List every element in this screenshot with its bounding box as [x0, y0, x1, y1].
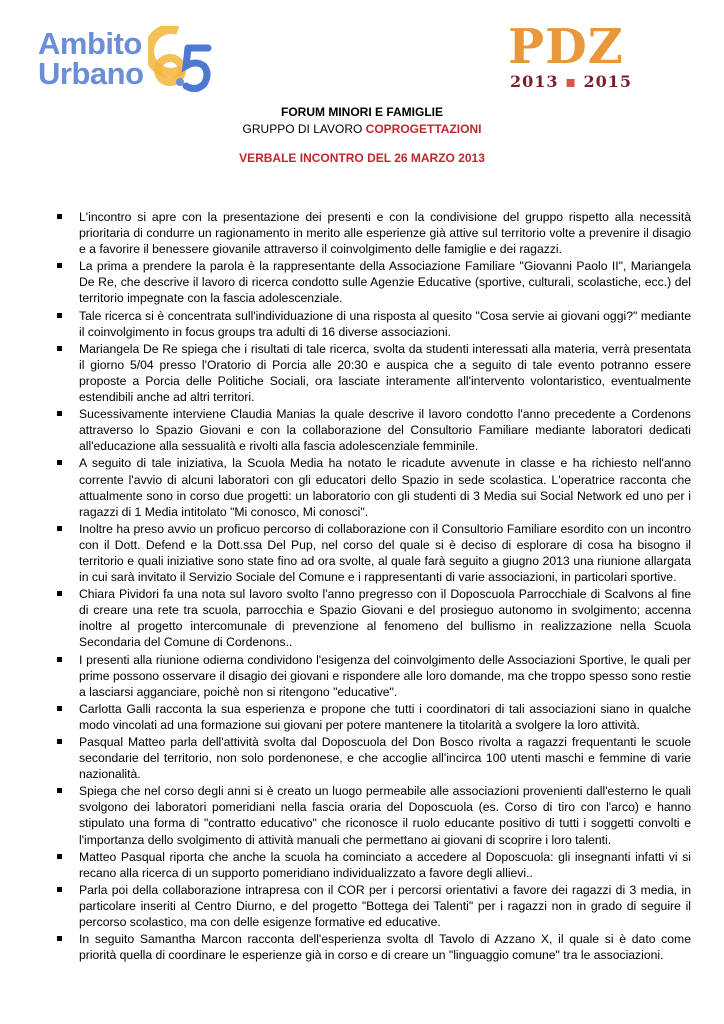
bullet-icon [57, 346, 62, 351]
pdz-logo-text: PDZ [508, 19, 624, 75]
work-group-name: COPROGETTAZIONI [365, 122, 482, 136]
list-item-text: Sucessivamente interviene Claudia Manias la quale descrive il lavoro condotto l'anno precedente a Cordenons attraverso lo Spazio Giovani e con la collaborazione del Consultorio Familiare mediante laboratori dedicati all'educazione alla sessualità e rivolti alla fascia adolescenziale femminile. [79, 407, 691, 454]
meeting-minutes-title: VERBALE INCONTRO DEL 26 MARZO 2013 [239, 151, 485, 165]
pdz-year-end: 2015 [583, 72, 633, 91]
logo-urbano-text: Urbano [38, 56, 144, 91]
bullet-icon [57, 460, 62, 465]
bullet-icon [57, 526, 62, 531]
list-item [57, 209, 691, 257]
pdz-years [510, 72, 632, 91]
list-item [57, 734, 691, 782]
bullet-icon [57, 313, 62, 318]
pdz-logo [500, 19, 633, 100]
list-item-text: Parla poi della collaborazione intrapresa con il COR per i percorsi orientativi a favore dei ragazzi di 3 media, in particolare inseriti al Centro Diurno, e del progetto "Bottega dei Talenti" per i ragazzi non in grado di seguire il percorso scolastico, ma con delle esigenze formative ed educative. [79, 882, 691, 930]
bullet-icon [57, 591, 62, 596]
bullet-icon [57, 263, 62, 268]
work-group-line [0, 121, 724, 138]
pdz-year-separator: ▪ [565, 72, 577, 91]
list-item [57, 258, 691, 306]
list-item [57, 882, 691, 930]
list-item [57, 521, 691, 585]
list-item-text: A seguito di tale iniziativa, la Scuola Media ha notato le ricadute avvenute in classe e ha richiesto nell'anno corrente l'avvio di alcuni laboratori con gli educatori dello Spazio in sede scolastica. L'operatrice racconta che attualmente sono in corso due progetti: un laboratorio con gli studenti di 3 Media sui Social Network ed uno per i ragazzi di 1 Media intitolato "Mi conosco, Mi conosci". [79, 456, 691, 519]
list-item-text: In seguito Samantha Marcon racconta dell'esperienza svolta dl Tavolo di Azzano X, il quale si è dato come priorità quella di coordinare le esperienze già in corso e di creare un "linguaggio comune" tra le associazioni. [79, 932, 691, 963]
work-group-prefix: GRUPPO DI LAVORO [242, 122, 366, 136]
list-item-text: Tale ricerca si è concentrata sull'individuazione di una risposta al quesito "Cosa servie ai giovani oggi?" mediante il coinvolgimento in focus groups tra adulti di 16 diverse associazioni. [79, 308, 691, 339]
list-item [57, 586, 691, 650]
list-item-text: Spiega che nel corso degli anni si è creato un luogo permeabile alle associazioni provenienti dall'esterno le quali svolgono dei laboratori pomeridiani nella fascia oraria del Doposcuola (es. Corso di tiro con l'arco) e hanno stipulato una forma di "contratto educativo" che riconosce il ruolo educante positivo di tutti i soggetti convolti e l'importanza dello svolgimento di attività manuali che permettano ai giovani di scoprire i loro talenti. [79, 784, 691, 847]
bullet-icon [57, 936, 62, 941]
bullet-icon [57, 887, 62, 892]
list-item [57, 931, 691, 963]
list-item-text: Chiara Pividori fa una nota sul lavoro svolto l'anno pregresso con il Doposcuola Parrocchiale di Scalvons al fine di creare una rete tra scuola, parrocchia e Spazio Giovani e del prosieguo autonomo in svolgimento; accenna inoltre al progetto intercomunale di prevenzione al fenomeno del bullismo in realizzazione nella Scuola Secondaria del Comune di Cordenons.. [79, 587, 691, 650]
list-item [57, 341, 691, 405]
document-title: FORUM MINORI E FAMIGLIE [281, 105, 443, 119]
bullet-icon [57, 214, 62, 219]
list-item [57, 308, 691, 340]
bullet-icon [57, 739, 62, 744]
list-item-text: Pasqual Matteo parla dell'attività svolta dal Doposcuola del Don Bosco rivolta a ragazzi frequentanti le scuole secondarie del territorio, non solo pordenonese, e che accoglie all'incirca 100 utenti maschi e femmine di varie nazionalità. [79, 735, 691, 782]
minutes-list [57, 209, 691, 964]
list-item [57, 783, 691, 847]
list-item-text: La prima a prendere la parola è la rappresentante della Associazione Familiare "Giovanni Paolo II", Mariangela De Re, che descrive il lavoro di ricerca condotto sulle Agenzie Educative (sportive, culturali, scolastiche, ecc.) del territorio impegnate con la fascia adolescenziale. [79, 259, 691, 306]
list-item-text: L'incontro si apre con la presentazione dei presenti e con la condivisione del gruppo rispetto alla necessità prioritaria di condurre un ragionamento in merito alle esperienze già attive sul territorio volte a prevenire il disagio e a favorire il benessere giovanile attraverso il coinvolgimento delle famiglie e dei ragazzi. [79, 210, 691, 257]
list-item-text: Inoltre ha preso avvio un proficuo percorso di collaborazione con il Consultorio Familiare esordito con un incontro con il Dott. Defend e la Dott.ssa Del Pup, nel corso del quale si è deciso di esplorare di cosa ha bisogno il territorio e quali iniziative sono state fino ad ora svolte, al quale farà seguito a giugno 2013 una riunione allargata in cui sarà invitato il Servizio Sociale del Comune e i rappresentanti di varie associazioni, in particolari sportive. [79, 521, 691, 585]
list-item [57, 455, 691, 519]
list-item-text: Matteo Pasqual riporta che anche la scuola ha cominciato a accedere al Doposcuola: gli insegnanti infatti vi si recano alla ricerca di un supporto pomeridiano individualizzato a favore degli allievi.. [79, 849, 691, 880]
bullet-icon [57, 706, 62, 711]
bullet-icon [57, 411, 62, 416]
list-item [57, 406, 691, 454]
ambito-urbano-logo [38, 24, 216, 96]
bullet-icon [57, 657, 62, 662]
bullet-icon [57, 854, 62, 859]
list-item [57, 849, 691, 881]
list-item-text: Mariangela De Re spiega che i risultati di tale ricerca, svolta da studenti interessati alla materia, verrà presentata il giorno 5/04 presso l'Oratorio di Porcia alle 20:30 e auspica che a seguito di tale evento potranno essere proposte a Porcia delle Politiche Sociali, ora lasciate interamente all'intervento volontaristico, eventualmente estendibili anche ad altri territori. [79, 341, 691, 405]
pdz-year-start: 2013 [510, 72, 559, 91]
bullet-icon [57, 788, 62, 793]
list-item-text: Carlotta Galli racconta la sua esperienza e propone che tutti i coordinatori di tali associazioni siano in qualche modo vincolati ad una formazione sui giovani per potere mantenere la titolarità a svolgere la loro attività. [79, 701, 691, 732]
list-item-text: I presenti alla riunione odierna condividono l'esigenza del coinvolgimento delle Associazioni Sportive, le quali per prime possono osservare il disagio dei giovani e rispondere alle loro domande, ma che troppo spesso sono restie a lasciarsi agganciare, poichè non si ritengono "educative". [79, 652, 691, 699]
logo-six-five-graphic [148, 26, 212, 92]
list-item [57, 652, 691, 700]
list-item [57, 701, 691, 733]
logo-ambito-text: Ambito [38, 26, 142, 61]
